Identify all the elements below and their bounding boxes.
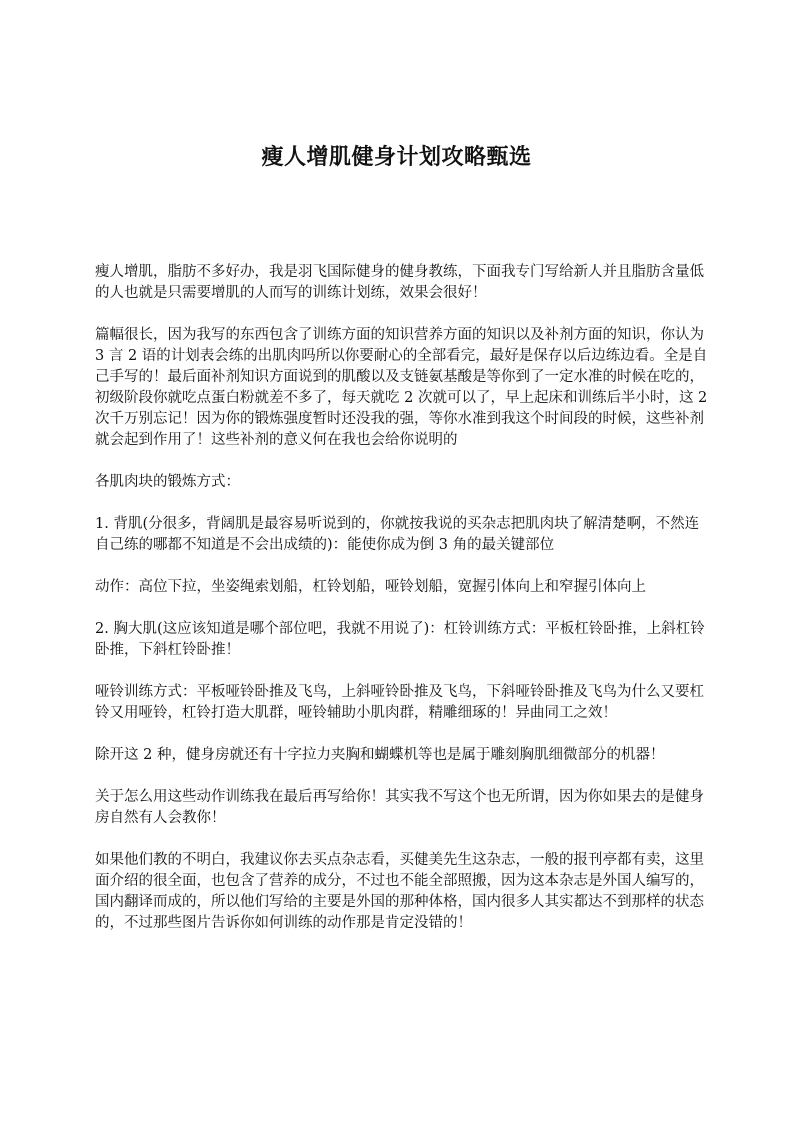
document-title: 瘦人增肌健身计划攻略甄选	[261, 145, 532, 170]
paragraph-overview: 篇幅很长，因为我写的东西包含了训练方面的知识营养方面的知识以及补剂方面的知识，你认为 3 言 2 语的计划表会练的出肌肉吗所以你要耐心的全部看完，最好是保存以后边练边看。全是自己手写的！最后面补剂知识方面说到的肌酸以及支链氨基酸是等你到了一定水准的时候在吃的，初级阶段你就吃点蛋白粉就差不多了，每天就吃 2 次就可以了，早上起床和训练后半小时，这 2 次千万别忘记！因为你的锻炼强度暂时还没我的强，等你水准到我这个时间段的时候，这些补剂就会起到作用了！这些补剂的意义何在我也会给你说明的	[95, 327, 708, 448]
paragraph-how-to-train: 关于怎么用这些动作训练我在最后再写给你！其实我不写这个也无所谓，因为你如果去的是健身房自然有人会教你！	[95, 789, 704, 826]
paragraph-chest-muscle: 2. 胸大肌(这应该知道是哪个部位吧，我就不用说了)：杠铃训练方式：平板杠铃卧推，上斜杠铃卧推，下斜杠铃卧推！	[95, 621, 705, 658]
paragraph-other-machines: 除开这 2 种，健身房就还有十字拉力夹胸和蝴蝶机等也是属于雕刻胸肌细微部分的机器！	[95, 747, 665, 763]
paragraph-dumbbell-training: 哑铃训练方式：平板哑铃卧推及飞鸟，上斜哑铃卧推及飞鸟，下斜哑铃卧推及飞鸟为什么又要杠铃又用哑铃，杠铃打造大肌群，哑铃辅助小肌肉群，精雕细琢的！异曲同工之效！	[95, 684, 704, 721]
paragraph-back-exercises: 动作：高位下拉，坐姿绳索划船，杠铃划船，哑铃划船，宽握引体向上和窄握引体向上	[95, 579, 646, 595]
paragraph-section-heading: 各肌肉块的锻炼方式：	[95, 474, 240, 490]
document-body	[95, 262, 713, 955]
paragraph-back-muscle: 1. 背肌(分很多，背阔肌是最容易听说到的，你就按我说的买杂志把肌肉块了解清楚啊，不然连自己练的哪都不知道是不会出成绩的)：能使你成为倒 3 角的最关键部位	[95, 516, 700, 553]
paragraph-intro: 瘦人增肌，脂肪不多好办，我是羽飞国际健身的健身教练，下面我专门写给新人并且脂肪含量低的人也就是只需要增肌的人而写的训练计划练，效果会很好！	[95, 264, 704, 301]
paragraph-magazine-advice: 如果他们教的不明白，我建议你去买点杂志看，买健美先生这杂志，一般的报刊亭都有卖，这里面介绍的很全面，也包含了营养的成分，不过也不能全部照搬，因为这本杂志是外国人编写的，国内翻译而成的，所以他们写给的主要是外国的那种体格，国内很多人其实都达不到那样的状态的，不过那些图片告诉你如何训练的动作那是肯定没错的！	[95, 852, 704, 931]
